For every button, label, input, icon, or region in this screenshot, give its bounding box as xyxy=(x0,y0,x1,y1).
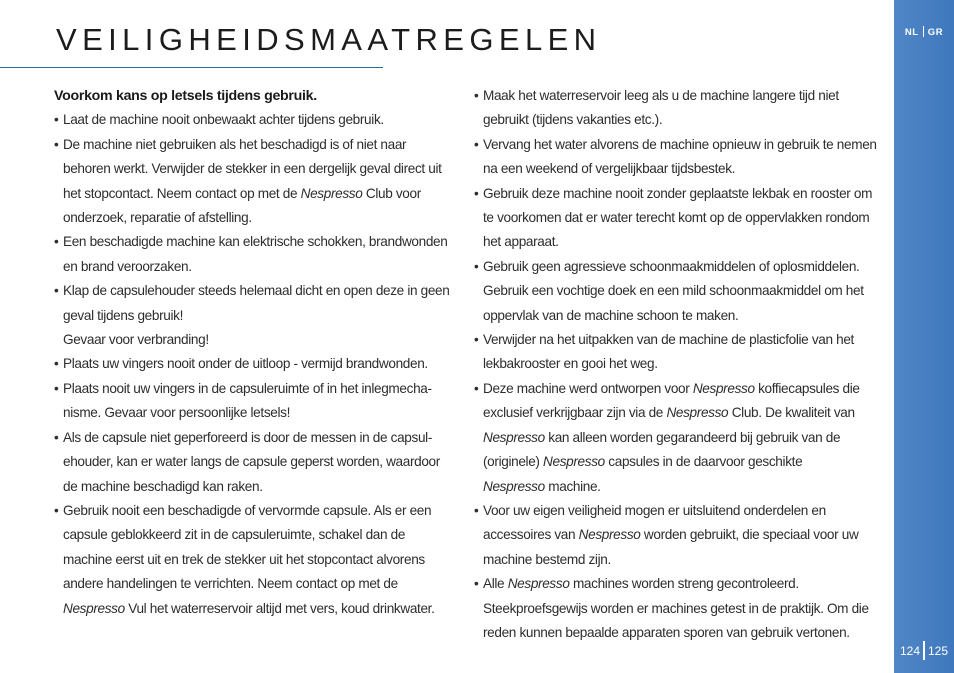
list-item xyxy=(474,499,878,572)
item-text: Voor uw eigen veiligheid mogen er uitsluitend onderdelen en accessoires van xyxy=(483,502,826,543)
item-text: Gebruik geen agressieve schoonmaakmiddelen of oplosmiddelen. Gebruik een vochtige doek en een mild schoonmaakmiddel om het oppervlak van de machine schoon te maken. xyxy=(483,258,864,323)
language-separator xyxy=(923,26,924,37)
item-text: Maak het waterreservoir leeg als u de machine langere tijd niet gebruikt (tijdens vakanties etc.). xyxy=(483,88,839,128)
item-text: Gevaar voor verbranding! xyxy=(63,332,209,348)
list-item xyxy=(474,328,878,377)
item-text: Gebruik nooit een beschadigde of vervormde capsule. Als er een capsule geblokkeerd zit in de capsuleruimte, schakel dan de machine eerst uit en trek de stekker uit het stopcontact alvorens andere handelingen te verrichten. Neem contact op met de xyxy=(63,502,432,592)
page-separator xyxy=(923,641,925,660)
item-text: machines worden streng gecontroleerd. Steekproefsgewijs worden er machines getest in de praktijk. Om die reden kunnen bepaalde apparaten sporen van gebruik vertonen. xyxy=(483,576,869,640)
item-text: Vervang het water alvorens de machine opnieuw in gebruik te nemen na een weekend of vergelijkbaar tijdsbestek. xyxy=(483,136,877,177)
list-item xyxy=(54,352,456,376)
list-item xyxy=(54,133,456,231)
language-gr: GR xyxy=(927,27,944,38)
list-item xyxy=(474,377,878,499)
list-item xyxy=(54,499,456,621)
page-title: VEILIGHEIDSMAATREGELEN xyxy=(56,22,602,57)
brand-name: Nespresso xyxy=(483,478,545,494)
list-item xyxy=(474,133,878,182)
item-text: Vul het waterreservoir altijd met vers, koud drinkwater. xyxy=(124,600,435,616)
list-item xyxy=(54,426,456,499)
safety-list-left xyxy=(54,108,456,621)
list-item xyxy=(474,84,878,133)
item-text: kan alleen worden gegarandeerd bij gebruik van de (originele) xyxy=(483,429,841,470)
page-number-left: 124 xyxy=(899,644,920,658)
item-text: Alle xyxy=(483,576,508,592)
item-text: Verwijder na het uitpakken van de machine de plasticfolie van het lekbakrooster en gooi het weg. xyxy=(483,332,854,372)
brand-name: Nespresso xyxy=(507,576,570,592)
brand-name: Nespresso xyxy=(692,380,755,396)
item-text: worden gebruikt, die speciaal voor uw machine bestemd zijn. xyxy=(483,527,859,567)
list-item xyxy=(54,108,456,132)
item-text: Club voor onderzoek, reparatie of afstelling. xyxy=(63,185,421,226)
page-numbers xyxy=(894,641,954,660)
item-text: Gebruik deze machine nooit zonder geplaatste lekbak en rooster om te voorkomen dat er water terecht komt op de oppervlakken rondom het apparaat. xyxy=(483,185,873,250)
brand-name: Nespresso xyxy=(578,527,641,543)
brand-name: Nespresso xyxy=(63,600,125,616)
language-nl: NL xyxy=(904,27,919,38)
item-text: Klap de capsulehouder steeds helemaal dicht en open deze in geen geval tijdens gebruik! xyxy=(63,283,450,323)
item-text: Een beschadigde machine kan elektrische schokken, brandwonden en brand veroorzaken. xyxy=(63,234,448,274)
title-underline xyxy=(0,67,383,68)
item-text: Laat de machine nooit onbewaakt achter tijdens gebruik. xyxy=(63,112,384,128)
list-item xyxy=(54,279,456,352)
left-column xyxy=(54,84,456,621)
brand-name: Nespresso xyxy=(483,429,545,445)
language-indicator xyxy=(894,26,954,38)
list-item xyxy=(474,572,878,645)
item-text: machine. xyxy=(544,478,601,494)
item-text: Plaats nooit uw vingers in de capsuleruimte of in het inlegmechanisme. Gevaar voor persoonlijke letsels! xyxy=(63,380,433,421)
item-text: capsules in de daarvoor geschikte xyxy=(604,454,803,470)
item-text: De machine niet gebruiken als het beschadigd is of niet naar behoren werkt. Verwijder de stekker in een dergelijk geval direct uit het stopcontact. Neem contact op met de xyxy=(63,136,442,201)
item-text: Als de capsule niet geperforeerd is door de messen in de capsulehouder, kan er water langs de capsule geperst worden, waardoor de machine beschadigd kan raken. xyxy=(63,429,440,494)
right-column xyxy=(474,84,878,645)
list-item xyxy=(54,377,456,426)
item-text: Plaats uw vingers nooit onder de uitloop - vermijd brandwonden. xyxy=(63,356,428,372)
item-text: koffiecapsules die exclusief verkrijgbaar zijn via de xyxy=(483,380,860,421)
language-sidebar xyxy=(894,0,954,673)
list-item xyxy=(54,230,456,279)
brand-name: Nespresso xyxy=(666,405,729,421)
page-number-right: 125 xyxy=(928,644,949,658)
item-text: Deze machine werd ontworpen voor xyxy=(483,380,693,396)
list-item xyxy=(474,255,878,328)
section-heading: Voorkom kans op letsels tijdens gebruik. xyxy=(54,88,317,104)
brand-name: Nespresso xyxy=(300,185,363,201)
list-item xyxy=(474,182,878,255)
safety-list-right xyxy=(474,84,878,645)
brand-name: Nespresso xyxy=(543,454,605,470)
item-text: Club. De kwaliteit van xyxy=(728,405,855,421)
